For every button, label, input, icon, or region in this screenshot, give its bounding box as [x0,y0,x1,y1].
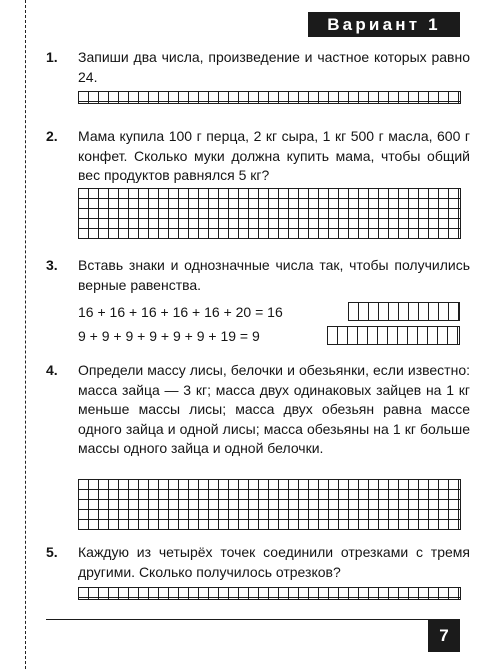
equation-2-answer-box[interactable] [327,326,460,345]
cut-line [25,0,26,669]
task-text: Запиши два числа, произведение и частное которых равно 24. [78,49,470,85]
page-number: 7 [428,619,460,652]
task-number: 3. [46,257,58,273]
task-text: Мама купила 100 г перца, 2 кг сыра, 1 кг 500 г масла, 600 г конфет. Сколько муки должна купить мама, чтобы общий вес продуктов равнялся 5 кг? [78,128,470,183]
answer-grid-4[interactable] [78,479,461,530]
equation-2: 9 + 9 + 9 + 9 + 9 + 9 + 19 = 9 [78,328,260,344]
task-3 [46,256,470,295]
task-5 [46,543,470,582]
task-number: 1. [46,49,58,65]
answer-grid-2[interactable] [78,188,461,239]
task-4 [46,361,470,459]
task-text: Вставь знаки и однозначные числа так, чтобы получились верные равенства. [78,257,470,293]
equation-1-answer-box[interactable] [348,302,460,321]
bottom-rule [46,619,460,620]
answer-grid-1[interactable] [78,91,461,104]
task-2 [46,127,470,186]
task-1 [46,48,470,87]
task-text: Определи массу лисы, белочки и обезьянки, если известно: масса зайца — 3 кг; масса двух одинаковых зайцев на 1 кг меньше массы лисы; масса двух обезьян равна массе одного зайца и одной лисы; масса обезьяны на 1 кг больше массы одного зайца и одной белочки. [78,362,470,456]
task-number: 4. [46,362,58,378]
task-text: Каждую из четырёх точек соединили отрезками с тремя другими. Сколько получилось отрезков? [78,544,470,580]
variant-header: Вариант 1 [308,12,460,37]
equation-1: 16 + 16 + 16 + 16 + 16 + 20 = 16 [78,304,283,320]
task-number: 2. [46,128,58,144]
task-number: 5. [46,544,58,560]
answer-grid-5[interactable] [78,587,461,600]
